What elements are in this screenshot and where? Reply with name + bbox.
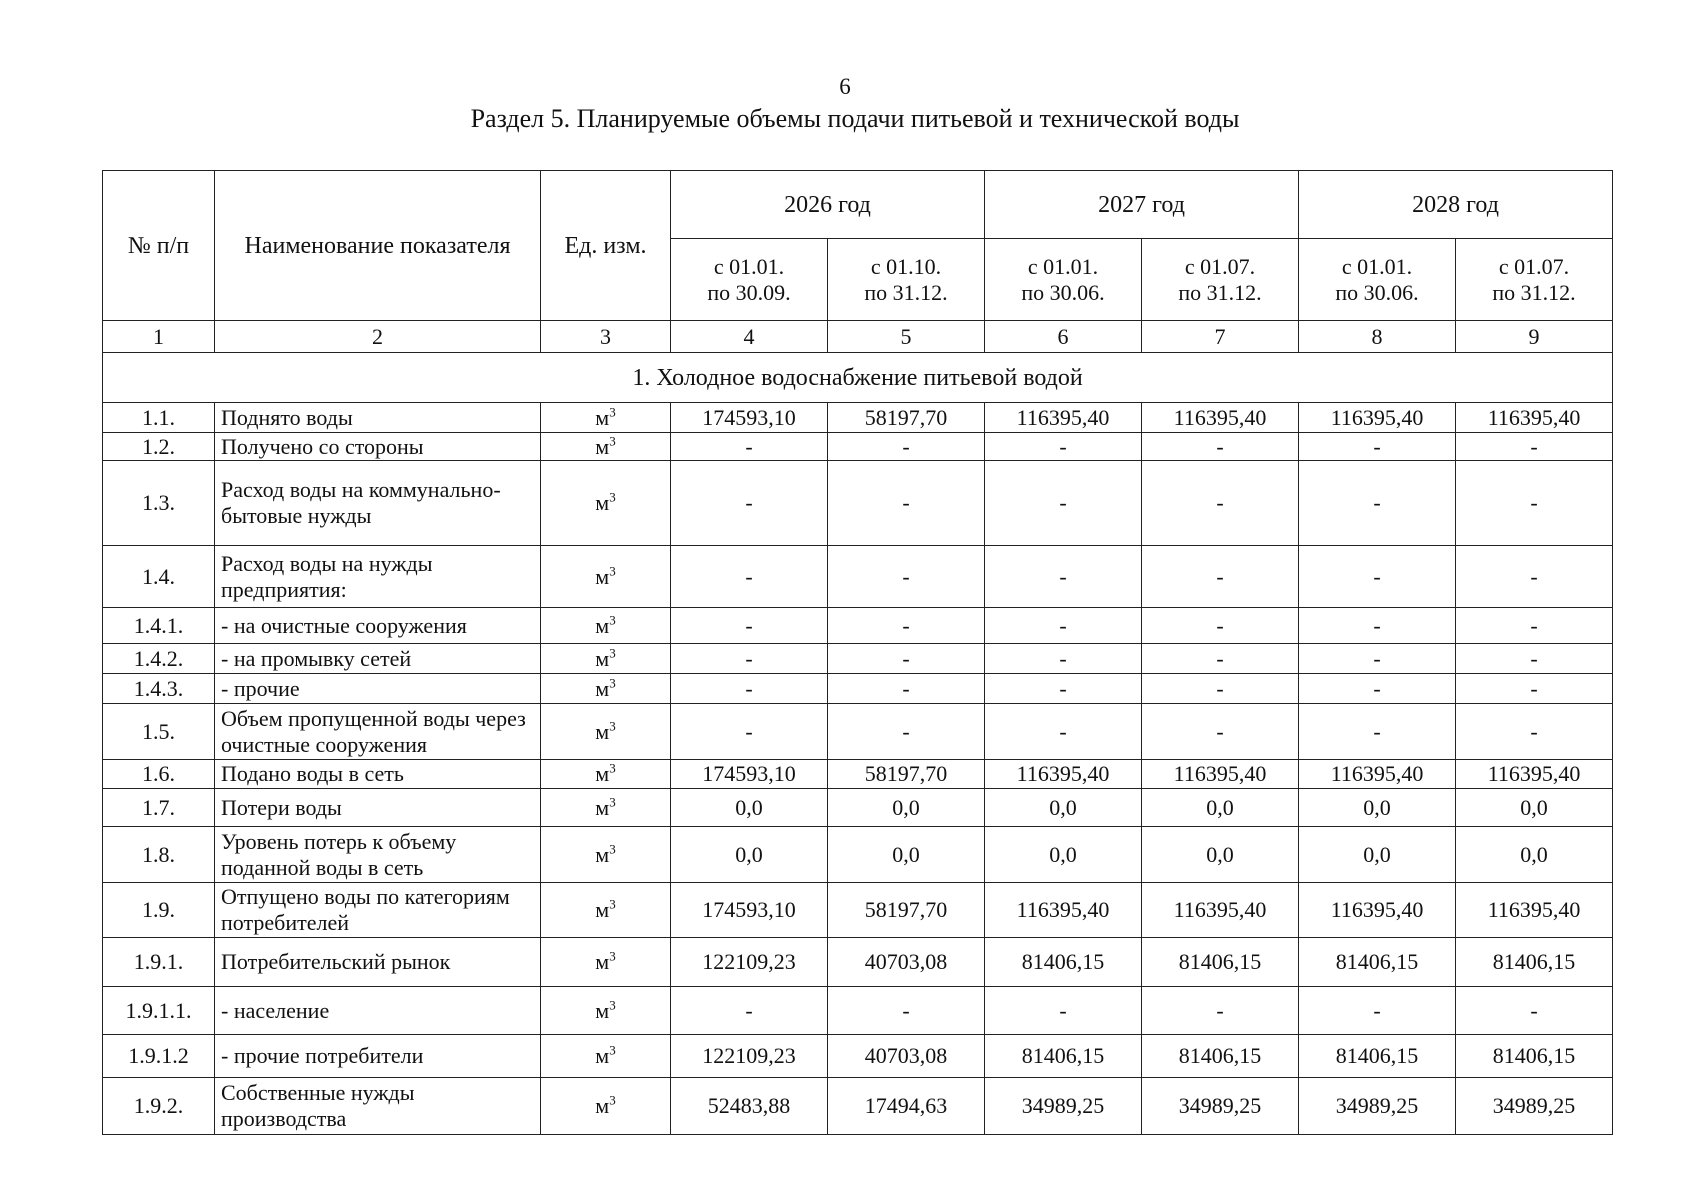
unit-base: м (595, 897, 610, 922)
period-to: по 31.12. (1178, 279, 1262, 305)
unit-base: м (595, 718, 610, 744)
table-row (103, 644, 1613, 674)
value-cell: 0,0 (828, 827, 985, 883)
row-number: 1.9.2. (103, 1078, 215, 1135)
value-cell: 122109,23 (671, 938, 828, 987)
value-cell: 58197,70 (828, 883, 985, 938)
indicator-name: - на очистные сооружения (215, 608, 541, 644)
value-cell: - (985, 674, 1142, 704)
period-to: по 31.12. (1492, 279, 1576, 305)
value-cell: - (1299, 704, 1456, 760)
indicator-name: Уровень потерь к объему поданной воды в сеть (215, 827, 541, 883)
unit-exponent: 3 (609, 760, 616, 776)
row-number: 1.6. (103, 760, 215, 789)
unit-base: м (595, 761, 610, 786)
indicator-name: Отпущено воды по категориям потребителей (215, 883, 541, 938)
row-number: 1.9.1. (103, 938, 215, 987)
value-cell: - (1142, 987, 1299, 1035)
column-number: 2 (215, 321, 541, 353)
value-cell: 17494,63 (828, 1078, 985, 1135)
value-cell: - (1299, 674, 1456, 704)
indicator-name: Потери воды (215, 789, 541, 827)
period-to: по 30.09. (707, 279, 791, 305)
unit-cell (541, 608, 671, 644)
value-cell: - (671, 461, 828, 546)
period-from: с 01.01. (1341, 253, 1413, 279)
indicator-name: Расход воды на коммунально-бытовые нужды (215, 461, 541, 546)
value-cell: - (1142, 644, 1299, 674)
value-cell: - (1456, 704, 1613, 760)
unit-exponent: 3 (609, 433, 616, 449)
value-cell: 116395,40 (985, 883, 1142, 938)
value-cell: 0,0 (828, 789, 985, 827)
row-number: 1.4.3. (103, 674, 215, 704)
unit-exponent: 3 (609, 1042, 616, 1058)
unit-cell (541, 1035, 671, 1078)
row-number: 1.5. (103, 704, 215, 760)
unit-cell (541, 546, 671, 608)
unit-cell (541, 760, 671, 789)
value-cell: 81406,15 (1142, 1035, 1299, 1078)
header-period (828, 239, 985, 321)
header-period (1299, 239, 1456, 321)
unit-exponent: 3 (609, 896, 616, 912)
table-row (103, 704, 1613, 760)
value-cell: 0,0 (1299, 789, 1456, 827)
value-cell: - (1299, 608, 1456, 644)
unit-base: м (595, 997, 610, 1023)
value-cell: 174593,10 (671, 760, 828, 789)
header-period (1142, 239, 1299, 321)
value-cell: 81406,15 (1142, 938, 1299, 987)
value-cell: 52483,88 (671, 1078, 828, 1135)
value-cell: - (985, 461, 1142, 546)
table-row (103, 789, 1613, 827)
value-cell: 81406,15 (1456, 1035, 1613, 1078)
unit-exponent: 3 (609, 794, 616, 810)
unit-cell (541, 704, 671, 760)
header-name: Наименование показателя (215, 171, 541, 321)
column-number: 4 (671, 321, 828, 353)
unit-cell (541, 403, 671, 433)
period-from: с 01.01. (713, 253, 785, 279)
value-cell: - (985, 608, 1142, 644)
period-to: по 30.06. (1021, 279, 1105, 305)
unit-exponent: 3 (609, 612, 616, 628)
page-number: 6 (839, 74, 851, 99)
period-to: по 30.06. (1335, 279, 1419, 305)
value-cell: - (671, 987, 828, 1035)
value-cell: 34989,25 (1299, 1078, 1456, 1135)
header-year-2028: 2028 год (1299, 171, 1613, 239)
value-cell: - (1456, 433, 1613, 461)
value-cell: - (1456, 546, 1613, 608)
unit-exponent: 3 (609, 563, 616, 579)
unit-base: м (595, 794, 610, 820)
value-cell: - (1299, 461, 1456, 546)
period-from: с 01.10. (870, 253, 942, 279)
value-cell: 34989,25 (1456, 1078, 1613, 1135)
header-num: № п/п (103, 171, 215, 321)
indicator-name: Потребительский рынок (215, 938, 541, 987)
header-year-2027: 2027 год (985, 171, 1299, 239)
unit-base: м (595, 675, 610, 701)
value-cell: - (985, 546, 1142, 608)
value-cell: - (1142, 461, 1299, 546)
unit-base: м (595, 645, 610, 671)
column-number: 6 (985, 321, 1142, 353)
value-cell: 0,0 (985, 827, 1142, 883)
value-cell: 116395,40 (985, 760, 1142, 789)
indicator-name: Подано воды в сеть (215, 760, 541, 789)
value-cell: - (1142, 674, 1299, 704)
value-cell: 81406,15 (1299, 938, 1456, 987)
period-from: с 01.07. (1184, 253, 1256, 279)
value-cell: - (1456, 674, 1613, 704)
unit-exponent: 3 (609, 404, 616, 420)
value-cell: - (671, 644, 828, 674)
table-row (103, 883, 1613, 938)
unit-base: м (595, 490, 610, 515)
row-number: 1.7. (103, 789, 215, 827)
row-number: 1.2. (103, 433, 215, 461)
value-cell: - (828, 987, 985, 1035)
value-cell: 34989,25 (1142, 1078, 1299, 1135)
table-body (103, 353, 1613, 1135)
value-cell: - (828, 674, 985, 704)
value-cell: 116395,40 (1456, 760, 1613, 789)
value-cell: - (985, 644, 1142, 674)
value-cell: - (1142, 433, 1299, 461)
value-cell: 34989,25 (985, 1078, 1142, 1135)
section-title: Раздел 5. Планируемые объемы подачи питьевой и технической воды (470, 104, 1240, 133)
value-cell: 0,0 (985, 789, 1142, 827)
indicator-name: - население (215, 987, 541, 1035)
value-cell: 40703,08 (828, 938, 985, 987)
table-row (103, 760, 1613, 789)
value-cell: - (828, 461, 985, 546)
unit-cell (541, 827, 671, 883)
value-cell: - (1142, 704, 1299, 760)
value-cell: 0,0 (1299, 827, 1456, 883)
indicator-name: Собственные нужды производства (215, 1078, 541, 1135)
unit-base: м (595, 949, 610, 974)
value-cell: 0,0 (671, 827, 828, 883)
value-cell: 81406,15 (1456, 938, 1613, 987)
unit-cell (541, 674, 671, 704)
table-row (103, 674, 1613, 704)
unit-exponent: 3 (609, 1092, 616, 1108)
indicator-name: Получено со стороны (215, 433, 541, 461)
value-cell: - (1299, 433, 1456, 461)
value-cell: 174593,10 (671, 403, 828, 433)
value-cell: - (1142, 546, 1299, 608)
column-number: 5 (828, 321, 985, 353)
unit-cell (541, 644, 671, 674)
row-number: 1.3. (103, 461, 215, 546)
unit-cell (541, 433, 671, 461)
value-cell: - (671, 704, 828, 760)
column-number: 3 (541, 321, 671, 353)
table-row (103, 461, 1613, 546)
value-cell: 116395,40 (1456, 403, 1613, 433)
value-cell: - (828, 704, 985, 760)
table-row (103, 987, 1613, 1035)
unit-base: м (595, 612, 610, 638)
row-number: 1.9.1.1. (103, 987, 215, 1035)
row-number: 1.4. (103, 546, 215, 608)
unit-exponent: 3 (609, 645, 616, 661)
value-cell: 81406,15 (1299, 1035, 1456, 1078)
header-year-2026: 2026 год (671, 171, 985, 239)
value-cell: 0,0 (1142, 789, 1299, 827)
table-row (103, 403, 1613, 433)
value-cell: - (1299, 644, 1456, 674)
value-cell: - (1299, 987, 1456, 1035)
indicator-name: Расход воды на нужды предприятия: (215, 546, 541, 608)
section-row (103, 353, 1613, 403)
unit-cell (541, 938, 671, 987)
period-to: по 31.12. (864, 279, 948, 305)
row-number: 1.9. (103, 883, 215, 938)
table-row (103, 546, 1613, 608)
unit-cell (541, 987, 671, 1035)
unit-cell (541, 789, 671, 827)
value-cell: 58197,70 (828, 403, 985, 433)
column-number: 9 (1456, 321, 1613, 353)
value-cell: - (828, 433, 985, 461)
unit-base: м (595, 433, 610, 459)
unit-base: м (595, 404, 610, 430)
column-number-row (103, 321, 1613, 353)
unit-exponent: 3 (609, 489, 616, 505)
indicator-name: Объем пропущенной воды через очистные сооружения (215, 704, 541, 760)
value-cell: - (671, 608, 828, 644)
value-cell: - (1456, 644, 1613, 674)
value-cell: 0,0 (1456, 789, 1613, 827)
row-number: 1.1. (103, 403, 215, 433)
value-cell: - (985, 704, 1142, 760)
unit-exponent: 3 (609, 841, 616, 857)
value-cell: - (1456, 608, 1613, 644)
unit-base: м (595, 563, 610, 589)
value-cell: 81406,15 (985, 938, 1142, 987)
value-cell: - (671, 546, 828, 608)
water-supply-table (102, 170, 1613, 1135)
value-cell: 0,0 (1142, 827, 1299, 883)
table-row (103, 827, 1613, 883)
table-row (103, 608, 1613, 644)
section-heading: 1. Холодное водоснабжение питьевой водой (103, 353, 1613, 403)
value-cell: - (828, 644, 985, 674)
value-cell: 58197,70 (828, 760, 985, 789)
header-row-years (103, 171, 1613, 239)
value-cell: - (1456, 461, 1613, 546)
unit-exponent: 3 (609, 675, 616, 691)
indicator-name: - прочие потребители (215, 1035, 541, 1078)
value-cell: 0,0 (671, 789, 828, 827)
value-cell: - (671, 674, 828, 704)
value-cell: 0,0 (1456, 827, 1613, 883)
table-row (103, 1078, 1613, 1135)
header-unit: Ед. изм. (541, 171, 671, 321)
row-number: 1.4.1. (103, 608, 215, 644)
value-cell: - (1456, 987, 1613, 1035)
period-from: с 01.07. (1498, 253, 1570, 279)
value-cell: - (985, 433, 1142, 461)
header-period (985, 239, 1142, 321)
table-row (103, 433, 1613, 461)
unit-exponent: 3 (609, 948, 616, 964)
unit-cell (541, 461, 671, 546)
unit-base: м (595, 841, 610, 867)
value-cell: - (828, 546, 985, 608)
column-number: 1 (103, 321, 215, 353)
column-number: 7 (1142, 321, 1299, 353)
header-period (671, 239, 828, 321)
value-cell: 116395,40 (985, 403, 1142, 433)
unit-cell (541, 883, 671, 938)
value-cell: - (671, 433, 828, 461)
value-cell: - (1142, 608, 1299, 644)
header-period (1456, 239, 1613, 321)
column-number: 8 (1299, 321, 1456, 353)
period-from: с 01.01. (1027, 253, 1099, 279)
value-cell: 81406,15 (985, 1035, 1142, 1078)
value-cell: 116395,40 (1142, 760, 1299, 789)
value-cell: 116395,40 (1299, 403, 1456, 433)
unit-exponent: 3 (609, 997, 616, 1013)
value-cell: - (985, 987, 1142, 1035)
value-cell: 116395,40 (1142, 403, 1299, 433)
value-cell: 116395,40 (1142, 883, 1299, 938)
row-number: 1.8. (103, 827, 215, 883)
indicator-name: Поднято воды (215, 403, 541, 433)
indicator-name: - на промывку сетей (215, 644, 541, 674)
value-cell: 40703,08 (828, 1035, 985, 1078)
row-number: 1.4.2. (103, 644, 215, 674)
value-cell: - (1299, 546, 1456, 608)
unit-exponent: 3 (609, 718, 616, 734)
unit-base: м (595, 1093, 610, 1118)
value-cell: 122109,23 (671, 1035, 828, 1078)
table-row (103, 938, 1613, 987)
value-cell: 116395,40 (1299, 760, 1456, 789)
unit-base: м (595, 1043, 610, 1068)
value-cell: - (828, 608, 985, 644)
value-cell: 116395,40 (1456, 883, 1613, 938)
row-number: 1.9.1.2 (103, 1035, 215, 1078)
unit-cell (541, 1078, 671, 1135)
indicator-name: - прочие (215, 674, 541, 704)
table-row (103, 1035, 1613, 1078)
value-cell: 174593,10 (671, 883, 828, 938)
value-cell: 116395,40 (1299, 883, 1456, 938)
